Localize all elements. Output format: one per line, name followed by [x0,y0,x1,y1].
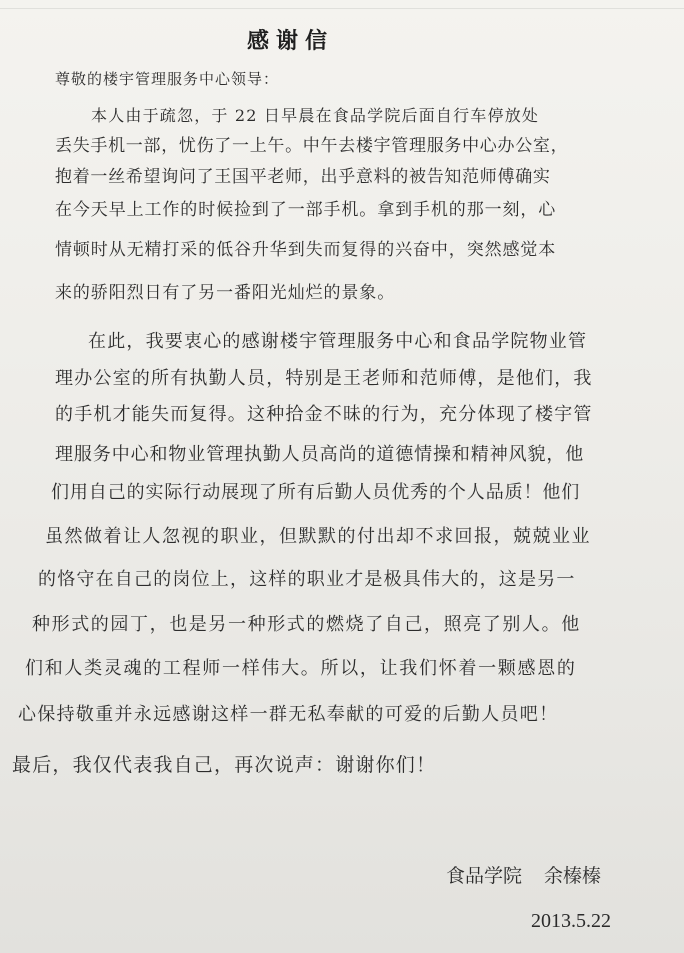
paragraph-line: 丢失手机一部，忧伤了一上午。中午去楼宇管理服务中心办公室， [55,136,569,156]
signature-organization: 食品学院 [446,865,523,887]
paragraph-line: 们和人类灵魂的工程师一样伟大。所以，让我们怀着一颗感恩的 [25,658,577,679]
paragraph-line: 在今天早上工作的时候捡到了一部手机。拿到手机的那一刻，心 [55,200,557,220]
paragraph-line: 们用自己的实际行动展现了所有后勤人员优秀的个人品质！他们 [51,482,581,503]
paragraph-line: 在此，我要衷心的感谢楼宇管理服务中心和食品学院物业管 [88,331,588,352]
paragraph-line: 最后，我仅代表我自己，再次说声：谢谢你们！ [12,754,437,776]
letter-greeting: 尊敬的楼宇管理服务中心领导： [55,70,280,88]
letter-title: 感谢信 [247,28,335,54]
letter-signature [446,861,601,888]
paragraph-line: 理办公室的所有执勤人员，特别是王老师和范师傅，是他们，我 [55,368,593,389]
paragraph-line: 虽然做着让人忽视的职业，但默默的付出却不求回报，兢兢业业 [45,526,591,547]
paragraph-line: 心保持敬重并永远感谢这样一群无私奉献的可爱的后勤人员吧！ [18,704,559,725]
paragraph-line: 情顿时从无精打采的低谷升华到失而复得的兴奋中，突然感觉本 [55,240,557,260]
paragraph-line: 本人由于疏忽，于 22 日早晨在食品学院后面自行车停放处 [91,106,540,125]
paragraph-line: 理服务中心和物业管理执勤人员高尚的道德情操和精神风貌，他 [55,444,585,465]
paragraph-line: 的手机才能失而复得。这种拾金不昧的行为，充分体现了楼宇管 [55,404,593,425]
paragraph-line: 抱着一丝希望询问了王国平老师，出乎意料的被告知范师傅确实 [55,167,551,187]
letter-date: 2013.5.22 [531,910,611,932]
paragraph-line: 种形式的园丁，也是另一种形式的燃烧了自己，照亮了别人。他 [32,614,581,635]
paragraph-line: 的恪守在自己的岗位上，这样的职业才是极具伟大的，这是另一 [38,569,576,590]
paragraph-line: 来的骄阳烈日有了另一番阳光灿烂的景象。 [55,283,396,303]
signature-name: 余榛榛 [544,865,602,887]
